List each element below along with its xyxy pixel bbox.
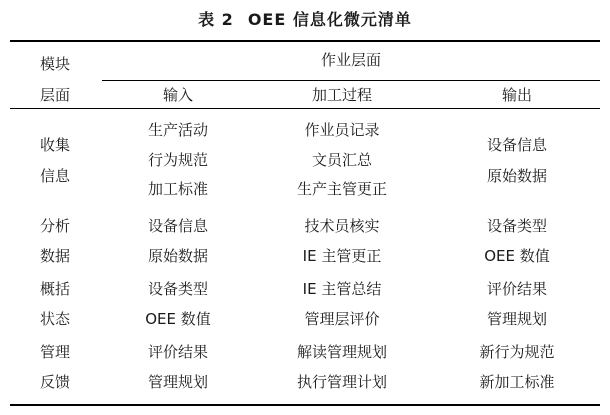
input-cell: 设备类型 [147,280,208,298]
top-rule [10,40,600,42]
input-cell: 加工标准 [147,180,208,198]
header-group-label: 作业层面 [320,51,381,69]
output-cell: 新行为规范 [479,343,555,361]
table-number: 表 2 [198,10,234,29]
process-cell: 执行管理计划 [296,373,387,391]
input-cell: 原始数据 [147,247,208,265]
process-cell: 生产主管更正 [296,180,387,198]
module-cell: 管理 [39,343,70,361]
module-cell: 收集 [39,136,70,154]
header-input: 输入 [162,86,193,104]
input-cell: OEE 数值 [145,310,211,328]
module-cell: 概括 [39,280,70,298]
output-cell: 设备信息 [486,136,547,154]
output-cell: 设备类型 [486,217,547,235]
input-cell: 管理规划 [147,373,208,391]
output-cell: 新加工标准 [479,373,555,391]
module-cell: 信息 [39,167,70,185]
process-cell: 解读管理规划 [296,343,387,361]
header-sub-rule [102,80,600,81]
module-cell: 分析 [39,217,70,235]
output-cell: 管理规划 [486,310,547,328]
output-cell: 原始数据 [486,167,547,185]
table-title-text: OEE 信息化微元清单 [247,10,412,29]
process-cell: 作业员记录 [304,121,380,139]
output-cell: 评价结果 [486,280,547,298]
header-module: 模块 [39,55,70,73]
header-layer: 层面 [39,86,70,104]
process-cell: IE 主管更正 [302,247,382,265]
input-cell: 生产活动 [147,121,208,139]
module-cell: 数据 [39,247,70,265]
bottom-rule [10,404,600,406]
input-cell: 行为规范 [147,151,208,169]
process-cell: 文员汇总 [311,151,372,169]
input-cell: 评价结果 [147,343,208,361]
output-cell: OEE 数值 [484,247,550,265]
process-cell: 技术员核实 [304,217,380,235]
table-title [0,7,610,30]
header-bottom-rule [10,108,600,109]
process-cell: IE 主管总结 [302,280,382,298]
module-cell: 反馈 [39,373,70,391]
header-process: 加工过程 [311,86,372,104]
module-cell: 状态 [39,310,70,328]
header-output: 输出 [501,86,532,104]
process-cell: 管理层评价 [304,310,380,328]
input-cell: 设备信息 [147,217,208,235]
